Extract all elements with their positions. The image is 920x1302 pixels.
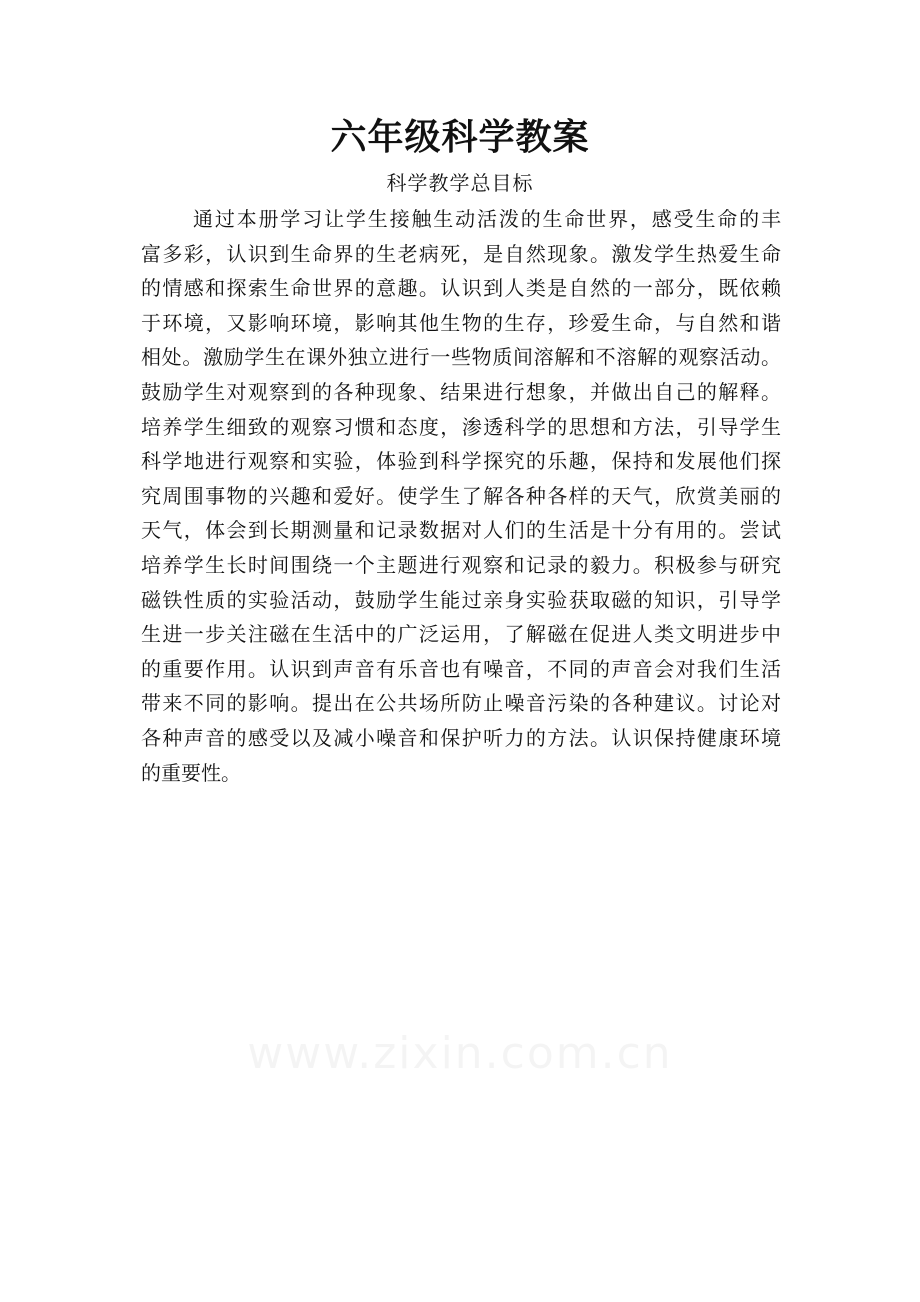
paragraph-line: 鼓励学生对观察到的各种现象、结果进行想象，并做出自己的解释。	[141, 379, 781, 404]
document-subtitle: 科学教学总目标	[386, 171, 534, 195]
paragraph-line: 科学地进行观察和实验，体验到科学探究的乐趣，保持和发展他们探	[141, 449, 781, 474]
paragraph-line: 培养学生长时间围绕一个主题进行观察和记录的毅力。积极参与研究	[141, 552, 781, 577]
paragraph-line: 富多彩，认识到生命界的生老病死，是自然现象。激发学生热爱生命	[141, 241, 781, 266]
paragraph-line: 相处。激励学生在课外独立进行一些物质间溶解和不溶解的观察活动。	[141, 345, 781, 370]
paragraph-line: 天气，体会到长期测量和记录数据对人们的生活是十分有用的。尝试	[141, 518, 781, 543]
paragraph-line: 带来不同的影响。提出在公共场所防止噪音污染的各种建议。讨论对	[141, 691, 781, 716]
paragraph-line: 的情感和探索生命世界的意趣。认识到人类是自然的一部分，既依赖	[141, 276, 781, 301]
body-paragraph	[141, 202, 781, 790]
paragraph-line: 各种声音的感受以及减小噪音和保护听力的方法。认识保持健康环境	[141, 725, 781, 750]
paragraph-line: 通过本册学习让学生接触生动活泼的生命世界，感受生命的丰	[193, 207, 781, 231]
paragraph-line: 生进一步关注磁在生活中的广泛运用，了解磁在促进人类文明进步中	[141, 622, 781, 647]
paragraph-line: 磁铁性质的实验活动，鼓励学生能过亲身实验获取磁的知识，引导学	[141, 587, 781, 612]
paragraph-line: 培养学生细致的观察习惯和态度，渗透科学的思想和方法，引导学生	[141, 414, 781, 439]
document-title: 六年级科学教案	[330, 116, 590, 158]
paragraph-line: 的重要性。	[141, 760, 241, 785]
paragraph-line: 的重要作用。认识到声音有乐音也有噪音，不同的声音会对我们生活	[141, 656, 781, 681]
paragraph-line: 于环境，又影响环境，影响其他生物的生存，珍爱生命，与自然和谐	[141, 310, 781, 335]
paragraph-line: 究周围事物的兴趣和爱好。使学生了解各种各样的天气，欣赏美丽的	[141, 483, 781, 508]
watermark	[0, 1028, 920, 1079]
